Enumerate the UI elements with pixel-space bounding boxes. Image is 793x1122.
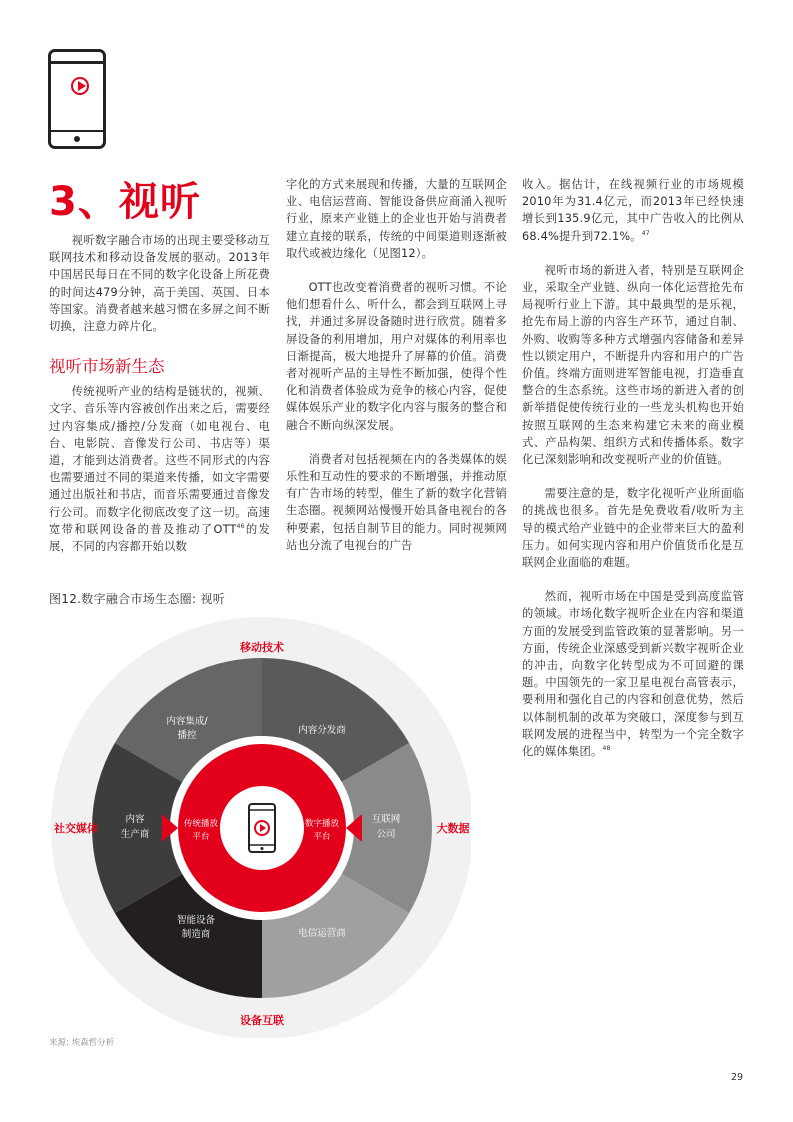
label-social-media: 社交媒体 <box>54 822 98 835</box>
label-device-makers-2: 制造商 <box>181 929 211 940</box>
label-traditional-platform-2: 平台 <box>192 832 210 842</box>
ecosystem-diagram <box>49 613 471 1038</box>
page-number: 29 <box>731 1072 744 1083</box>
subsection-title: 视听市场新生态 <box>49 357 165 377</box>
label-content-integration-1: 内容集成/ <box>166 716 208 727</box>
body-paragraph: 然而，视听市场在中国是受到高度监管的领域。市场化数字视听企业在内容和渠道方面的发展受到监管政策的显著影响。另一方面，传统企业深感受到新兴数字视听企业的冲击，向数字化转型成为不可回避的课题。中国领先的一家卫星电视台高管表示，要利用和强化自己的内容和创意优势，然后以体制机制的改革为突破口，深度参与到互联网发展的进程当中，转型为一个完全数字化的媒体集团。$^{48}$ <box>522 590 744 759</box>
label-internet-companies-1: 互联网 <box>371 814 401 825</box>
label-telecom: 电信运营商 <box>298 928 346 939</box>
footnote-ref: 47 <box>641 229 650 237</box>
label-content-distribution: 内容分发商 <box>298 725 346 736</box>
body-paragraph: 收入。据估计，在线视频行业的市场规模2010年为31.4亿元，而2013年已经快速增长到135.9亿元，其中广告收入的比例从68.4%提升到72.1%。$^{47}$ <box>522 178 744 243</box>
label-digital-platform-2: 平台 <box>313 832 331 842</box>
body-paragraph: 字化的方式来展现和传播，大量的互联网企业、电信运营商、智能设备供应商涌入视听行业，原来产业链上的企业也开始与消费者建立直接的联系，传统的中间渠道则逐渐被取代或被边缘化（见图12）。 <box>286 178 507 260</box>
figure-source: 来源: 埃森哲分析 <box>49 1038 115 1048</box>
body-paragraph: OTT也改变着消费者的视听习惯。不论他们想看什么、听什么，都会到互联网上寻找，并通过多屏设备随时进行欣赏。随着多屏设备的利用增加，用户对媒体的利用率也日渐提高，极大地提升了屏幕的价值。消费者对视听产品的主导性不断加强，使得个性化和消费者体验成为竞争的核心内容，促使媒体娱乐产业的数字化内容与服务的整合和融合不断向纵深发展。 <box>286 281 507 432</box>
body-paragraph: 视听市场的新进入者，特别是互联网企业，采取全产业链、纵向一体化运营抢先布局视听行业上下游。其中最典型的是乐视，抢先布局上游的内容生产环节，通过自制、外购、收购等多种方式增强内容储备和差异性以锁定用户，不断提升内容和用户的广告价值。终端方面则进军智能电视，打造垂直整合的生态系统。这些市场的新进入者的创新举措促使传统行业的一些龙头机构也开始按照互联网的生态来构建它未来的商业模式、产品构架、组织方式和传播体系。数字化已深刻影响和改变视听产业的价值链。 <box>522 263 744 467</box>
label-content-producers-1: 内容 <box>125 814 145 825</box>
label-device-makers-1: 智能设备 <box>176 915 216 926</box>
section-title: 3、视听 <box>49 179 201 225</box>
body-paragraph: 需要注意的是，数字化视听产业所面临的挑战也很多。首先是免费收看/收听为主导的模式给产业链中的企业带来巨大的盈利压力。如何实现内容和用户价值货币化是互联网企业面临的难题。 <box>522 487 744 570</box>
label-content-integration-2: 播控 <box>177 730 197 741</box>
label-internet-companies-2: 公司 <box>376 829 396 840</box>
label-mobile-tech: 移动技术 <box>240 641 284 654</box>
column-2 <box>286 176 507 554</box>
label-big-data: 大数据 <box>436 822 470 835</box>
footnote-ref: 46 <box>236 523 245 531</box>
column-1 <box>49 232 270 555</box>
body-paragraph: 消费者对包括视频在内的各类媒体的娱乐性和互动性的要求的不断增强，并推动原有广告市场的转型，催生了新的数字化营销生态圈。视频网站慢慢开始具备电视台的各种要素，包括自制节目的能力。同时视频网站也分流了电视台的广告 <box>286 452 507 552</box>
column-3 <box>522 176 744 760</box>
label-device-connectivity: 设备互联 <box>240 1014 284 1027</box>
body-paragraph: 传统视听产业的结构是链状的，视频、文字、音乐等内容被创作出来之后，需要经过内容集成/播控/分发商（如电视台、电台、电影院、音像发行公司、书店等）渠道，才能到达消费者。这些不同形式的内容也需要通过不同的渠道来传播，如文字需要通过出版社和书店，而音乐需要通过音像发行公司。而数字化彻底改变了这一切。高速宽带和联网设备的普及推动了OTT$^{46}$的发展，不同的内容都开始以数 <box>49 385 271 554</box>
label-traditional-platform-1: 传统播放 <box>183 819 219 829</box>
smartphone-play-icon <box>48 49 106 149</box>
label-content-producers-2: 生产商 <box>120 829 150 840</box>
intro-paragraph: 视听数字融合市场的出现主要受移动互联网技术和移动设备发展的驱动。2013年中国居民每日在不同的数字化设备上所花费的时间达479分钟，高于美国、英国、日本等国家。消费者越来越习惯在多屏之间不断切换，注意力碎片化。 <box>49 234 270 334</box>
footnote-ref: 48 <box>602 745 611 753</box>
figure-caption: 图12.数字融合市场生态圈: 视听 <box>49 592 226 606</box>
label-digital-platform-1: 数字播放 <box>304 819 340 829</box>
